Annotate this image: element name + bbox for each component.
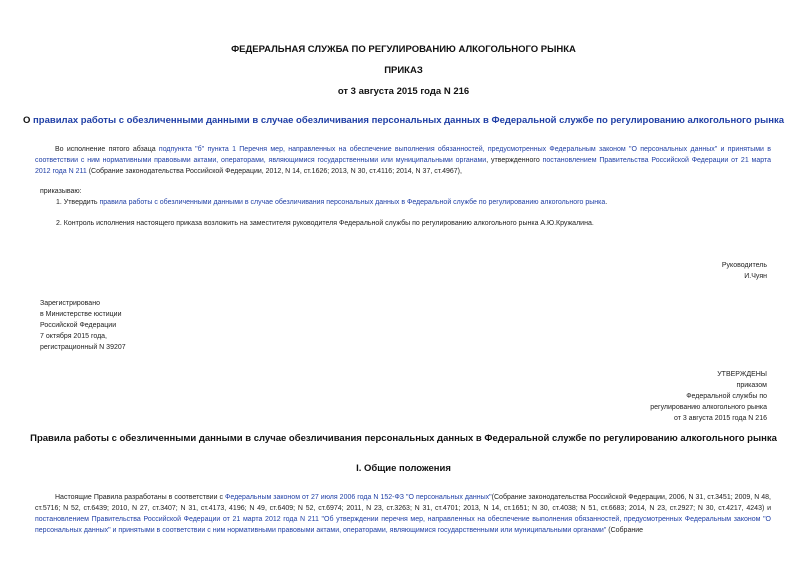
body-text-2: (Собрание законодательства Российской Федерации, 2006, N 31, ст.3451; 2009, N 48, ст.5716; N 52, ст.6439; 2010, N 27, ст.3407; N 31, ст.4173, 4196; N 49, ст.6409; N 52, ст.6974; 2011, N 23, ст.3263; N 31, ст.4701; 2013, N 14, ст.1651; N 30, ст.4038; N 51, ст.6683; 2014, N 23, ст.2927; N 30, ст.4217, 4243) и: [35, 494, 772, 512]
registration-line: 7 октября 2015 года,: [40, 333, 108, 340]
registration-line: Зарегистрировано: [40, 300, 100, 307]
signature-title: Руководитель: [721, 262, 767, 269]
approval-line: УТВЕРЖДЕНЫ: [717, 371, 767, 378]
doc-date: от 3 августа 2015 года N 216: [337, 86, 470, 97]
body-text-3: (Собрание: [606, 527, 644, 534]
approval-line: Федеральной службы по: [686, 393, 767, 400]
order-word: приказываю:: [40, 188, 82, 195]
registration-line: Российской Федерации: [40, 322, 117, 329]
item-2: 2. Контроль исполнения настоящего приказа возложить на заместителя руководителя Федеральной службы по регулированию алкогольного рынка А.Ю.Кружалина.: [56, 220, 594, 227]
preamble-text-3: (Собрание законодательства Российской Федерации, 2012, N 14, ст.1626; 2013, N 30, ст.4116; 2014, N 37, ст.4967),: [86, 168, 462, 175]
order-subject: [0, 115, 807, 126]
item-1-prefix: 1. Утвердить: [56, 199, 100, 206]
item-1-link[interactable]: правила работы с обезличенными данными в случае обезличивания персональных данных в Федеральной службе по регулированию алкогольного рынка: [99, 199, 606, 206]
rules-body: [35, 492, 771, 536]
body-link-decree[interactable]: постановлением Правительства Российской Федерации от 21 марта 2012 года N 211 "Об утверждении перечня мер, направленных на обеспечение выполнения обязанностей, предусмотренных Федеральным законом "О персональных данных" и принятыми в соответствии с ним нормативными правовыми актами, операторами, являющимися государственными или муниципальными органами": [35, 516, 771, 534]
preamble-link-decree[interactable]: постановлением Правительства Российской Федерации от 21 марта 2012 года N 211: [35, 157, 771, 175]
registration-block: [40, 298, 126, 353]
registration-line: регистрационный N 39207: [40, 344, 126, 351]
item-1-suffix: .: [605, 199, 608, 206]
preamble-text-1: Во исполнение пятого абзаца: [55, 146, 159, 153]
approval-line: от 3 августа 2015 года N 216: [673, 415, 767, 422]
rules-title: Правила работы с обезличенными данными в случае обезличивания персональных данных в Федеральной службе по регулированию алкогольного рынка: [30, 433, 777, 444]
preamble: [35, 144, 771, 177]
body-text-1: Настоящие Правила разработаны в соответствии с: [55, 494, 226, 501]
agency-title: ФЕДЕРАЛЬНАЯ СЛУЖБА ПО РЕГУЛИРОВАНИЮ АЛКОГОЛЬНОГО РЫНКА: [231, 44, 576, 55]
approval-line: приказом: [736, 382, 767, 389]
body-link-law[interactable]: Федеральным законом от 27 июля 2006 года N 152-ФЗ "О персональных данных": [225, 494, 492, 501]
preamble-text-2: , утвержденного: [486, 157, 543, 164]
approval-block: [650, 369, 767, 424]
approval-line: регулированию алкогольного рынка: [650, 404, 767, 411]
doc-type: ПРИКАЗ: [384, 65, 423, 76]
subject-prefix: О: [23, 115, 34, 126]
registration-line: в Министерстве юстиции: [40, 311, 122, 318]
subject-link[interactable]: правилах работы с обезличенными данными в случае обезличивания персональных данных в Федеральной службе по регулированию алкогольного рынка: [33, 115, 784, 126]
section-title: I. Общие положения: [356, 463, 451, 474]
item-1: [56, 197, 607, 208]
preamble-link-measures[interactable]: подпункта "б" пункта 1 Перечня мер, направленных на обеспечение выполнения обязанностей, предусмотренных Федеральным законом "О персональных данных" и принятыми в соответствии с ним нормативными правовыми актами, операторами, являющимися государственными или муниципальными органами: [35, 146, 771, 164]
signature-name: И.Чуян: [744, 273, 767, 280]
